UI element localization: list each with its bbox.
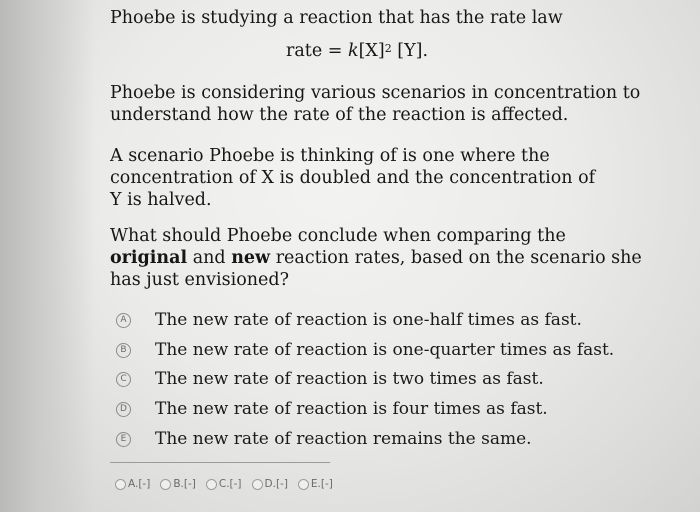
scenario-context	[110, 82, 640, 126]
option-letter-circle: C	[116, 372, 131, 387]
rate-constant: k	[347, 41, 359, 61]
option-b[interactable]	[110, 338, 614, 362]
option-letter-circle: D	[116, 402, 131, 417]
option-text: The new rate of reaction remains the same.	[155, 429, 532, 449]
scenario-description	[110, 145, 595, 211]
option-a[interactable]	[110, 308, 582, 332]
prompt-rest: reaction rates, based on the scenario she	[270, 248, 642, 268]
answer-label: C.[-]	[218, 478, 242, 490]
prompt-line: has just envisioned?	[110, 270, 289, 290]
question-intro: Phoebe is studying a reaction that has the rate law	[110, 8, 563, 28]
scenario-line: concentration of X is doubled and the concentration of	[110, 168, 596, 188]
option-text: The new rate of reaction is two times as fast.	[155, 369, 544, 389]
option-letter-circle: A	[116, 313, 131, 328]
option-e[interactable]	[110, 427, 532, 451]
photo-shadow	[0, 0, 95, 512]
prompt-connector: and	[187, 248, 232, 268]
option-text: The new rate of reaction is one-quarter times as fast.	[155, 340, 615, 360]
rate-law-equation	[286, 40, 428, 62]
option-letter-circle: B	[116, 343, 131, 358]
prompt-line	[110, 247, 642, 269]
radio-circle-icon[interactable]	[160, 479, 171, 490]
rate-law-prefix: rate =	[286, 41, 348, 61]
context-line: Phoebe is considering various scenarios in concentration to	[110, 83, 641, 103]
answer-label: A.[-]	[128, 478, 151, 490]
bold-original: original	[110, 248, 188, 268]
option-text: The new rate of reaction is one-half times as fast.	[155, 310, 582, 330]
x-concentration: [X]	[358, 41, 385, 61]
answer-radio-b[interactable]	[160, 478, 196, 490]
option-letter-circle: E	[116, 432, 131, 447]
option-c[interactable]	[110, 367, 544, 391]
prompt-line: What should Phoebe conclude when comparing the	[110, 226, 566, 246]
divider	[110, 462, 330, 463]
x-exponent: 2	[384, 42, 392, 55]
question-prompt	[110, 225, 642, 291]
rate-law-suffix: .	[422, 41, 429, 61]
answer-radio-c[interactable]	[206, 478, 242, 490]
bold-new: new	[231, 248, 271, 268]
scenario-line: A scenario Phoebe is thinking of is one where the	[110, 146, 550, 166]
option-d[interactable]	[110, 397, 548, 421]
scenario-line: Y is halved.	[110, 190, 212, 210]
answer-radio-d[interactable]	[252, 478, 288, 490]
answer-label: D.[-]	[264, 478, 288, 490]
answer-radio-e[interactable]	[298, 478, 333, 490]
radio-circle-icon[interactable]	[298, 479, 309, 490]
radio-circle-icon[interactable]	[206, 479, 217, 490]
radio-circle-icon[interactable]	[115, 479, 126, 490]
answer-radio-a[interactable]	[115, 478, 150, 490]
y-concentration: [Y]	[397, 41, 423, 61]
answer-label: E.[-]	[310, 478, 333, 490]
answer-radio-group	[115, 478, 343, 490]
radio-circle-icon[interactable]	[252, 479, 263, 490]
context-line: understand how the rate of the reaction is affected.	[110, 105, 569, 125]
option-text: The new rate of reaction is four times as fast.	[155, 399, 548, 419]
answer-label: B.[-]	[173, 478, 196, 490]
